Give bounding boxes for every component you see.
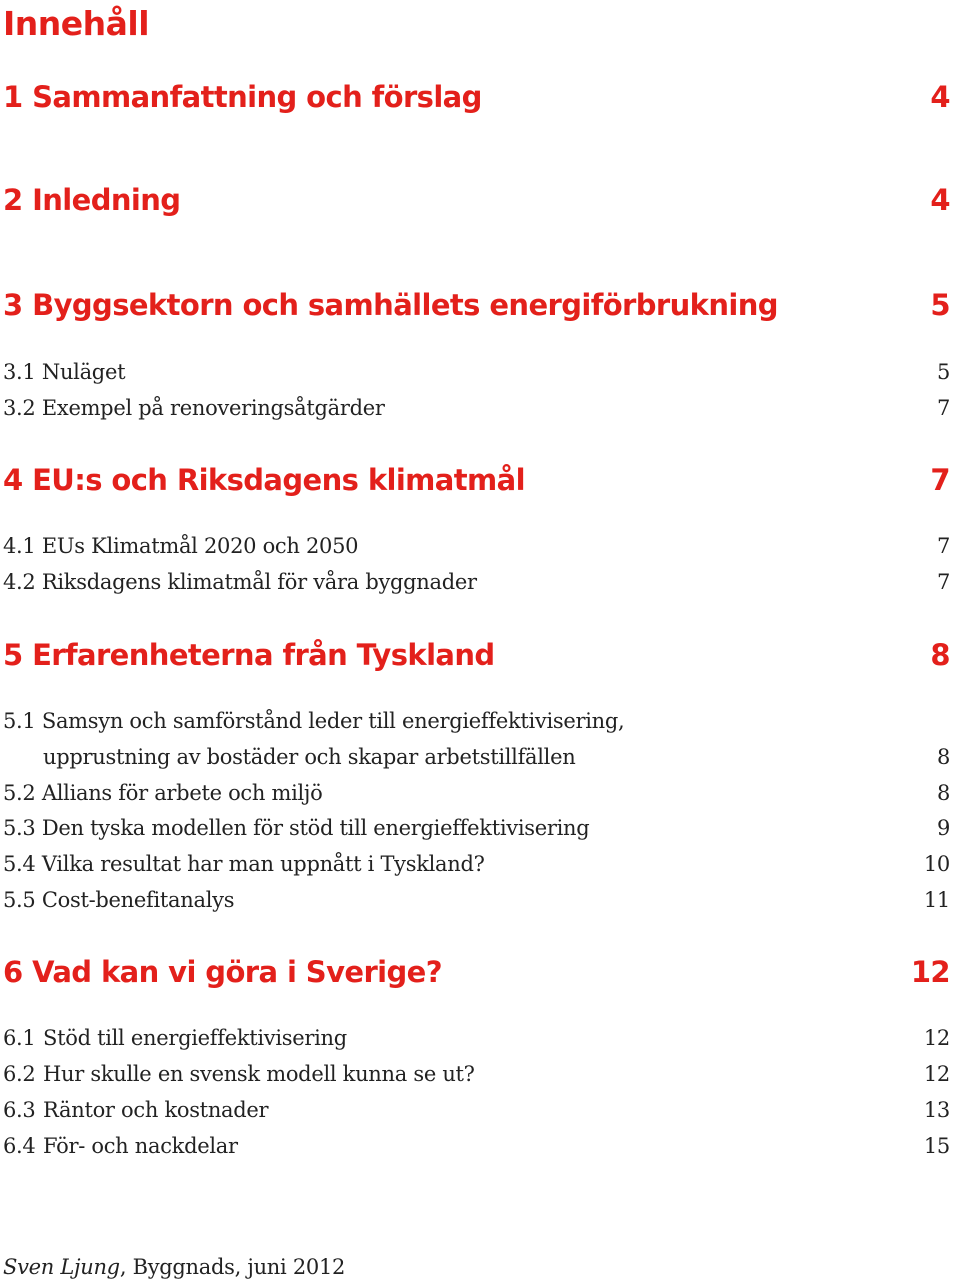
toc-page-number: 4 <box>930 183 950 217</box>
toc-subsection-text: För- och nackdelar <box>43 1134 238 1158</box>
toc-page-number: 12 <box>923 1026 950 1050</box>
toc-subsection-label: 3.2 Exempel på renoveringsåtgärder <box>3 396 385 420</box>
toc-subsection-label: 4.2 Riksdagens klimatmål för våra byggnader <box>3 570 477 594</box>
toc-subsection-5-1[interactable] <box>3 706 950 736</box>
toc-page-number: 7 <box>930 463 950 497</box>
toc-subsection-label <box>3 1131 238 1161</box>
toc-subsection-5-1-continued[interactable] <box>43 742 950 772</box>
toc-subsection-number: 6.3 <box>3 1098 36 1122</box>
toc-page-number: 13 <box>923 1098 950 1122</box>
footer-organization-date: , Byggnads, juni 2012 <box>119 1255 346 1279</box>
toc-page-number: 7 <box>936 534 950 558</box>
toc-subsection-5-5[interactable] <box>3 885 950 915</box>
toc-page-number: 11 <box>923 888 950 912</box>
toc-subsection-4-2[interactable] <box>3 567 950 597</box>
toc-section-6[interactable] <box>3 954 950 990</box>
toc-page-number: 9 <box>936 816 950 840</box>
toc-page-number: 12 <box>910 955 950 989</box>
toc-subsection-label <box>3 1023 347 1053</box>
toc-subsection-6-3[interactable] <box>3 1095 950 1125</box>
toc-subsection-number: 6.1 <box>3 1026 36 1050</box>
toc-subsection-label: 5.1 Samsyn och samförstånd leder till energieffektivisering, <box>3 709 625 733</box>
toc-subsection-text: Hur skulle en svensk modell kunna se ut? <box>43 1062 475 1086</box>
toc-page-number: 8 <box>936 781 950 805</box>
toc-section-label: 1 Sammanfattning och förslag <box>3 80 482 114</box>
toc-page-number: 5 <box>936 360 950 384</box>
page-title: Innehåll <box>3 4 150 43</box>
toc-section-label: 4 EU:s och Riksdagens klimatmål <box>3 463 525 497</box>
toc-subsection-text: Stöd till energieffektivisering <box>43 1026 347 1050</box>
toc-subsection-5-3[interactable] <box>3 813 950 843</box>
toc-subsection-label <box>3 1059 475 1089</box>
toc-subsection-text: Räntor och kostnader <box>43 1098 269 1122</box>
toc-page-number: 7 <box>936 396 950 420</box>
toc-subsection-number: 6.4 <box>3 1134 36 1158</box>
toc-section-1[interactable] <box>3 79 950 115</box>
toc-page-number: 8 <box>936 745 950 769</box>
toc-section-label: 6 Vad kan vi göra i Sverige? <box>3 955 442 989</box>
toc-section-label: 5 Erfarenheterna från Tyskland <box>3 638 495 672</box>
toc-subsection-number: 6.2 <box>3 1062 36 1086</box>
toc-section-3[interactable] <box>3 287 950 323</box>
footer-author: Sven Ljung <box>3 1255 120 1279</box>
toc-page-number: 15 <box>923 1134 950 1158</box>
toc-subsection-label: 4.1 EUs Klimatmål 2020 och 2050 <box>3 534 359 558</box>
toc-subsection-6-1[interactable] <box>3 1023 950 1053</box>
toc-section-5[interactable] <box>3 637 950 673</box>
toc-subsection-label: upprustning av bostäder och skapar arbetstillfällen <box>43 745 576 769</box>
toc-subsection-5-2[interactable] <box>3 778 950 808</box>
toc-subsection-label: 5.3 Den tyska modellen för stöd till energieffektivisering <box>3 816 590 840</box>
toc-page-number: 5 <box>930 288 950 322</box>
toc-subsection-label: 3.1 Nuläget <box>3 360 126 384</box>
toc-subsection-label <box>3 1095 268 1125</box>
toc-subsection-label: 5.2 Allians för arbete och miljö <box>3 781 323 805</box>
toc-page-number: 4 <box>930 80 950 114</box>
toc-page-number: 10 <box>923 852 950 876</box>
toc-subsection-label: 5.4 Vilka resultat har man uppnått i Tyskland? <box>3 852 485 876</box>
toc-section-label: 2 Inledning <box>3 183 181 217</box>
toc-page-number: 7 <box>936 570 950 594</box>
toc-page-number: 12 <box>923 1062 950 1086</box>
toc-subsection-label: 5.5 Cost-benefitanalys <box>3 888 235 912</box>
toc-subsection-6-2[interactable] <box>3 1059 950 1089</box>
toc-page-number: 8 <box>930 638 950 672</box>
toc-subsection-5-4[interactable] <box>3 849 950 879</box>
toc-section-label: 3 Byggsektorn och samhällets energiförbrukning <box>3 288 778 322</box>
toc-section-2[interactable] <box>3 182 950 218</box>
toc-section-4[interactable] <box>3 462 950 498</box>
toc-subsection-4-1[interactable] <box>3 531 950 561</box>
toc-subsection-3-1[interactable] <box>3 357 950 387</box>
toc-subsection-3-2[interactable] <box>3 393 950 423</box>
toc-subsection-6-4[interactable] <box>3 1131 950 1161</box>
footer-credit <box>3 1252 345 1282</box>
